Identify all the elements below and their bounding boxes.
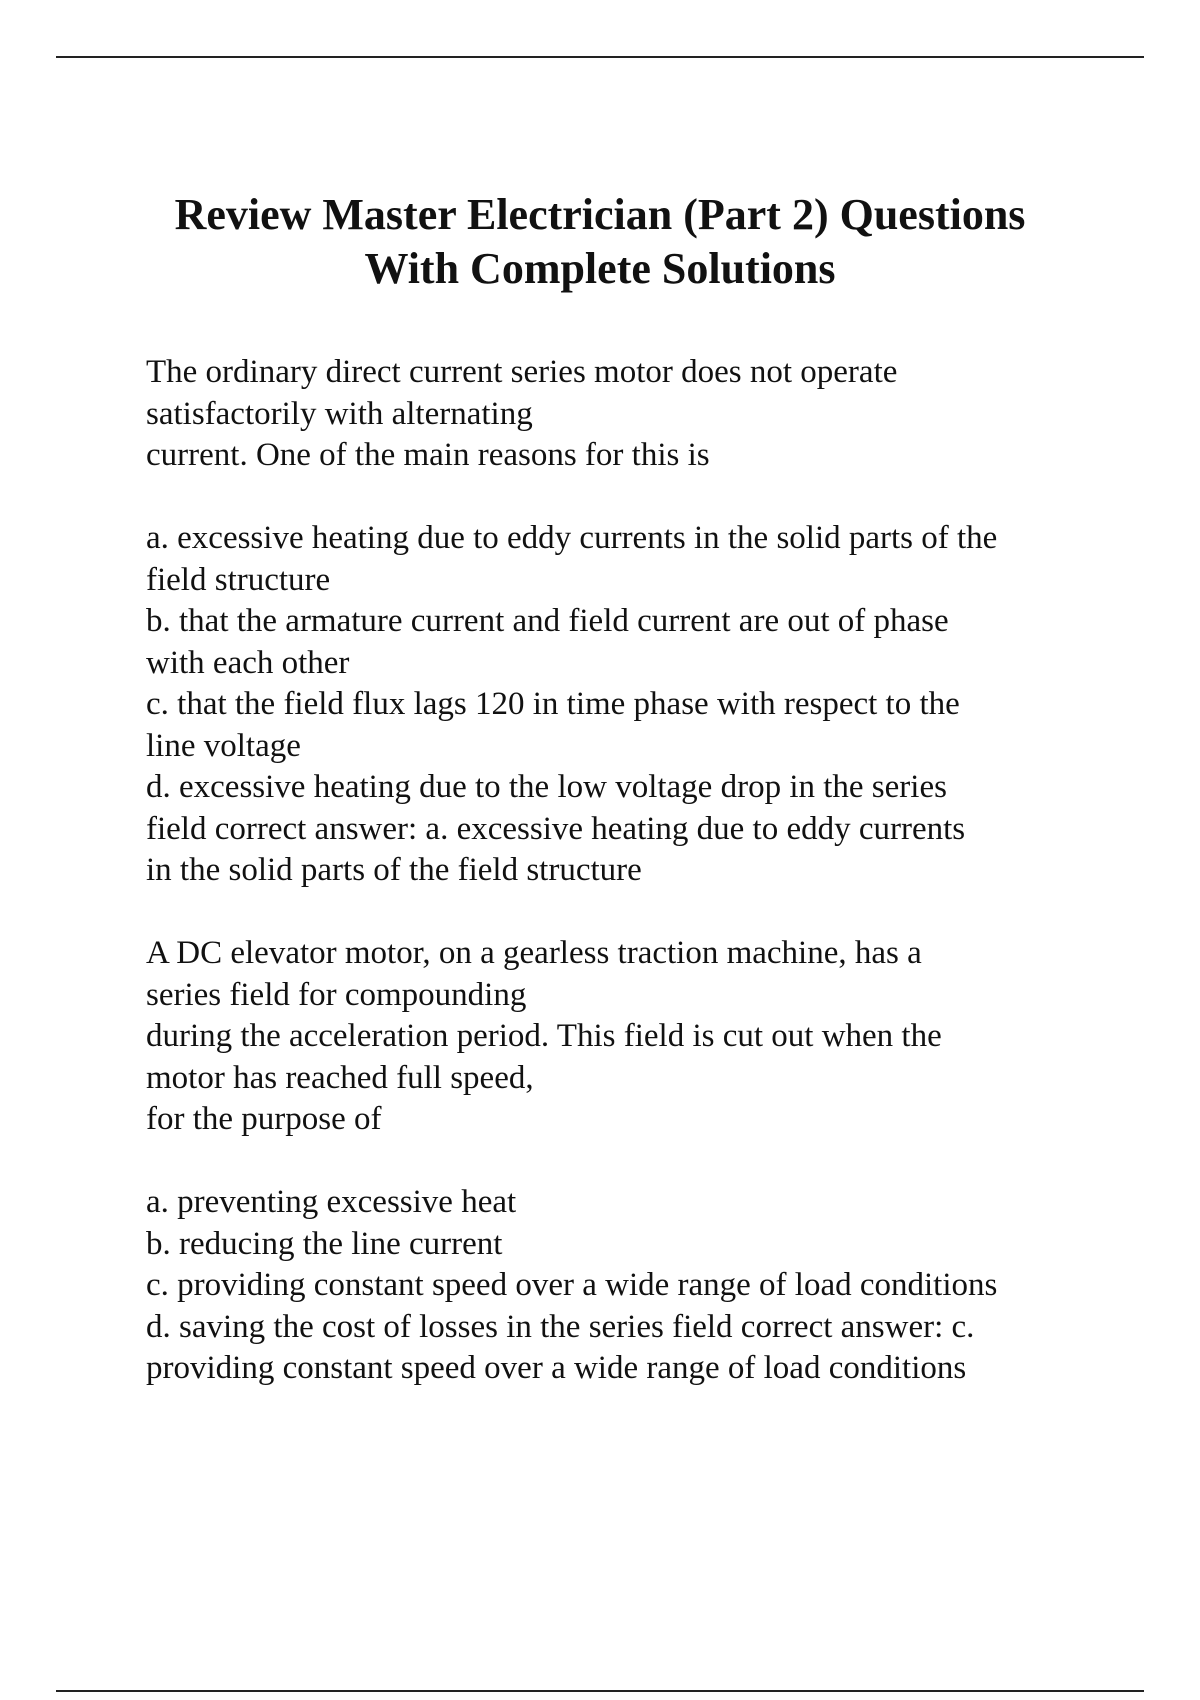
- question-text-line: A DC elevator motor, on a gearless traction machine, has a: [146, 935, 922, 971]
- answer-option-line: c. providing constant speed over a wide range of load conditions: [146, 1267, 998, 1303]
- question-text-line: satisfactorily with alternating: [146, 395, 533, 432]
- answer-option-line: with each other: [146, 644, 350, 681]
- correct-answer-line: field correct answer: a. excessive heating due to eddy currents: [146, 810, 966, 847]
- question-text-line: current. One of the main reasons for this is: [146, 437, 710, 473]
- answer-option-line: c. that the field flux lags 120 in time phase with respect to the: [146, 686, 960, 722]
- question-text-line: motor has reached full speed,: [146, 1059, 534, 1096]
- answer-option-line: b. reducing the line current: [146, 1225, 503, 1262]
- question-text-line: for the purpose of: [146, 1101, 382, 1137]
- answer-option-line: field structure: [146, 561, 331, 598]
- footer-rule: [56, 1690, 1144, 1692]
- correct-answer-line: d. saving the cost of losses in the series field correct answer: c.: [146, 1308, 975, 1345]
- correct-answer-line: providing constant speed over a wide range of load conditions: [146, 1350, 967, 1386]
- answer-option-line: line voltage: [146, 727, 301, 764]
- document-title-line: With Complete Solutions: [364, 244, 836, 293]
- question-text-line: during the acceleration period. This field is cut out when the: [146, 1018, 942, 1054]
- paragraph-gap: [146, 477, 1106, 519]
- paragraph-gap: [146, 892, 1106, 934]
- paragraph-gap: [146, 1141, 1106, 1183]
- document-body: [146, 352, 1106, 1390]
- answer-option-line: a. preventing excessive heat: [146, 1184, 517, 1220]
- question-block-1: [146, 352, 1106, 892]
- question-text-line: series field for compounding: [146, 976, 527, 1013]
- correct-answer-line: in the solid parts of the field structure: [146, 852, 642, 888]
- header-rule: [56, 56, 1144, 58]
- answer-option-line: a. excessive heating due to eddy currents in the solid parts of the: [146, 520, 998, 556]
- question-text-line: The ordinary direct current series motor does not operate: [146, 354, 898, 390]
- answer-option-line: d. excessive heating due to the low voltage drop in the series: [146, 769, 947, 805]
- document-title: [100, 188, 1100, 296]
- answer-option-line: b. that the armature current and field current are out of phase: [146, 603, 949, 639]
- question-block-2: [146, 933, 1106, 1390]
- document-title-line: Review Master Electrician (Part 2) Questions: [174, 190, 1026, 239]
